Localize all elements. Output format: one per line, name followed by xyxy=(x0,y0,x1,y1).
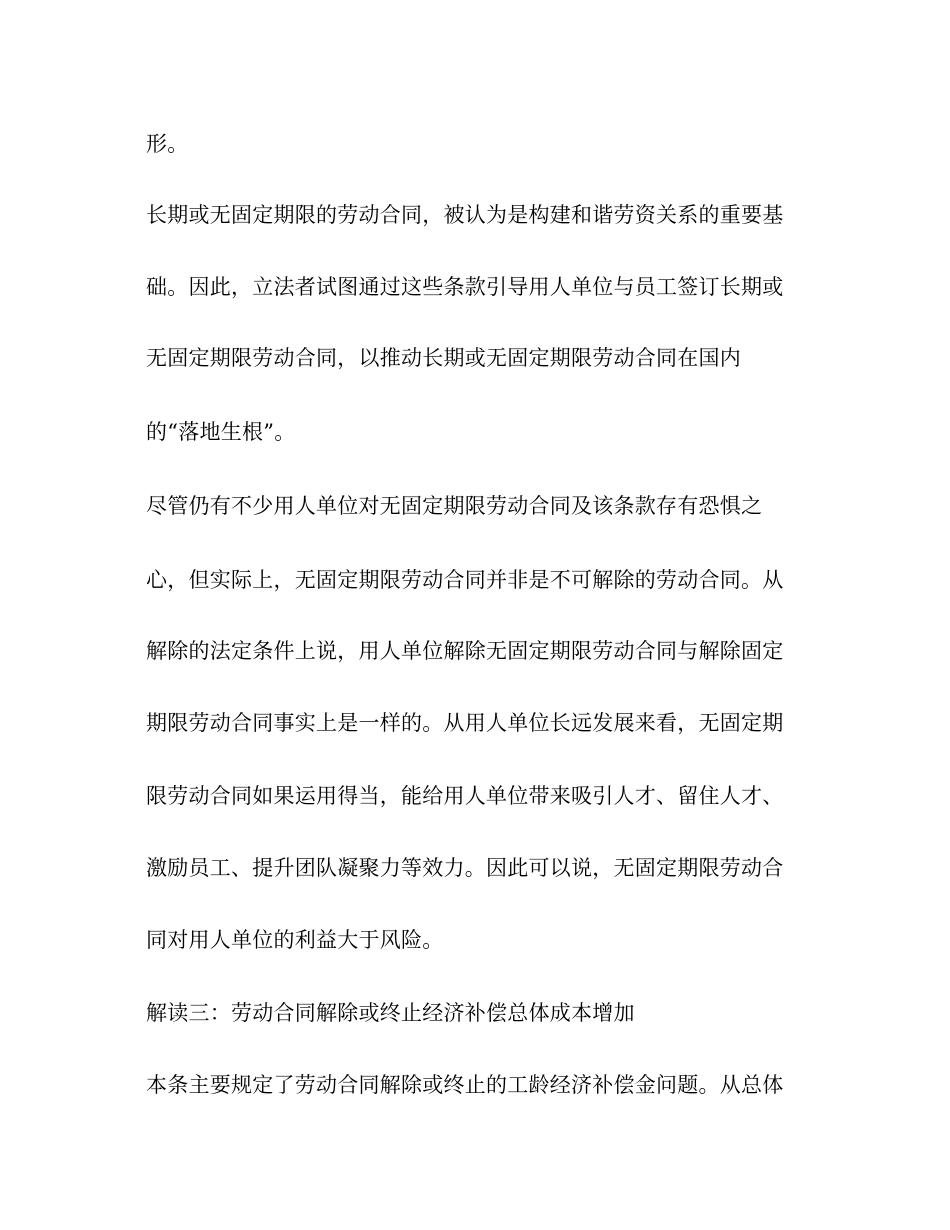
text-line: 尽管仍有不少用人单位对无固定期限劳动合同及该条款存有恐惧之 xyxy=(146,494,763,518)
text-line: 限劳动合同如果运用得当，能给用人单位带来吸引人才、留住人才、 xyxy=(146,784,784,808)
text-line: 无固定期限劳动合同，以推动长期或无固定期限劳动合同在国内 xyxy=(146,346,741,370)
text-line: 长期或无固定期限的劳动合同，被认为是构建和谐劳资关系的重要基 xyxy=(146,203,784,227)
text-line: 期限劳动合同事实上是一样的。从用人单位长远发展来看，无固定期 xyxy=(146,711,784,735)
text-line: 形。 xyxy=(146,132,189,156)
text-line: 本条主要规定了劳动合同解除或终止的工龄经济补偿金问题。从总体 xyxy=(146,1073,784,1097)
text-line: 解除的法定条件上说，用人单位解除无固定期限劳动合同与解除固定 xyxy=(146,639,784,663)
section-heading: 解读三：劳动合同解除或终止经济补偿总体成本增加 xyxy=(146,1001,635,1025)
text-line: 础。因此，立法者试图通过这些条款引导用人单位与员工签订长期或 xyxy=(146,275,784,299)
text-line: 激励员工、提升团队凝聚力等效力。因此可以说，无固定期限劳动合 xyxy=(146,856,784,880)
text-line: 的“落地生根”。 xyxy=(146,420,296,444)
text-line: 同对用人单位的利益大于风险。 xyxy=(146,928,444,952)
text-line: 心，但实际上，无固定期限劳动合同并非是不可解除的劳动合同。从 xyxy=(146,568,784,592)
